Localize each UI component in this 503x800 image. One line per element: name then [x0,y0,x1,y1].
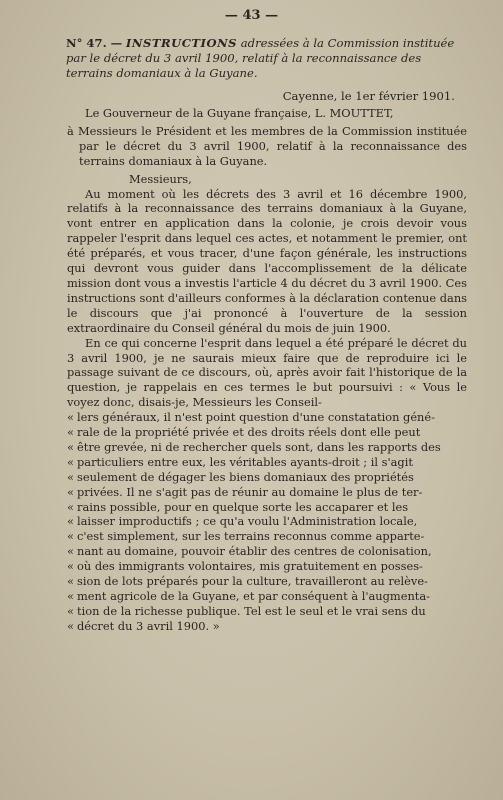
quote-text: lers généraux, il n'est point question d'une constatation géné- [77,410,435,425]
document-subtitle: adressées à la Commission instituée par le décret du 3 avril 1900, relatif à la reconnaissance des terrains domaniaux à la Guyane. [66,36,455,80]
quote-text: privées. Il ne s'agit pas de réunir au domaine le plus de ter- [77,484,423,499]
quote-line [67,500,467,515]
quote-line [67,559,467,574]
quote-text: décret du 3 avril 1900. » [77,618,220,633]
quote-text: être grevée, ni de rechercher quels sont, dans les rapports des [77,439,441,454]
quote-line [67,589,467,604]
quote-text: particuliers entre eux, les véritables ayants-droit ; il s'agit [77,454,413,469]
quote-text: nant au domaine, pouvoir établir des centres de colonisation, [77,544,432,559]
quote-mark: « [67,410,74,425]
quote-mark: « [67,544,74,559]
quote-text: tion de la richesse publique. Tel est le seul et le vrai sens du [77,603,426,618]
quote-line [67,485,467,500]
quote-mark: « [67,439,74,454]
quote-mark: « [67,589,74,603]
quote-mark: « [67,603,74,618]
quote-mark: « [67,454,74,469]
quote-text: sion de lots préparés pour la culture, travailleront au relève- [77,574,428,589]
document-title: INSTRUCTIONS [125,36,238,50]
letter-body [67,104,467,634]
quote-line [67,574,467,589]
quote-mark: « [67,559,74,574]
quote-mark: « [67,469,74,484]
quote-line [67,619,467,634]
quote-line [67,470,467,485]
quote-text: où des immigrants volontaires, mis gratuitement en posses- [77,559,423,574]
quote-line [67,529,467,544]
quote-line [67,514,467,529]
quotation-block [67,410,467,634]
quote-text: rale de la propriété privée et des droits réels dont elle peut [77,425,421,440]
quote-line [67,410,467,425]
document-heading [66,36,467,81]
quote-mark: « [67,618,74,633]
quote-mark: « [67,425,74,440]
quote-text: seulement de dégager les biens domaniaux des propriétés [77,469,414,484]
quote-line [67,425,467,440]
quote-mark: « [67,514,74,529]
quote-line [67,604,467,619]
governor-line: Le Gouverneur de la Guyane française, L. MOUTTET, [85,106,394,120]
quote-line [67,455,467,470]
paragraph-2 [67,336,467,411]
document-number: N° 47. — [66,36,123,50]
quote-text: laisser improductifs ; ce qu'a voulu l'Administration locale, [77,514,418,529]
quote-mark: « [67,499,74,514]
quote-line [67,544,467,559]
paragraph-2-intro: En ce qui concerne l'esprit dans lequel a été préparé le décret du 3 avril 1900, je ne saurais mieux faire que de reproduire ici le passage suivant de ce discours, où, après avoir fait l'historique de la question, je rappelais en ces termes le but poursuivi : « Vous le voyez donc, disais-je, Messieurs les Conseil- [67,335,467,410]
addressee: à Messieurs le Président et les membres de la Commission instituée par le décret du 3 avril 1900, relatif à la reconnaissance des terrains domaniaux à la Guyane. [67,123,467,168]
salutation: Messieurs, [129,171,192,186]
quote-mark: « [67,574,74,589]
page-number: — 43 — [224,8,279,23]
place-date: Cayenne, le 1er février 1901. [282,89,455,103]
quote-text: c'est simplement, sur les terrains reconnus comme apparte- [77,529,425,544]
quote-text: ment agricole de la Guyane, et par conséquent à l'augmenta- [77,589,431,603]
quote-line [67,440,467,455]
quote-mark: « [67,484,74,499]
quote-mark: « [67,529,74,544]
paragraph-1: Au moment où les décrets des 3 avril et 16 décembre 1900, relatifs à la reconnaissance des terrains domaniaux à la Guyane, vont entrer en application dans la colonie, je crois devoir vous rappeler l'esprit dans lequel ces actes, et notamment le premier, ont été préparés, et vous tracer, d'une façon générale, les instructions qui devront vous guider dans l'accomplissement de la délicate mission dont vous a investis l'article 4 du décret du 3 avril 1900. Ces instructions sont d'ailleurs conformes à la déclaration contenue dans le discours que j'ai prononcé à l'ouverture de la session extraordinaire du Conseil général du mois de juin 1900. [67,186,467,335]
quote-text: rains possible, pour en quelque sorte les accaparer et les [77,499,409,514]
